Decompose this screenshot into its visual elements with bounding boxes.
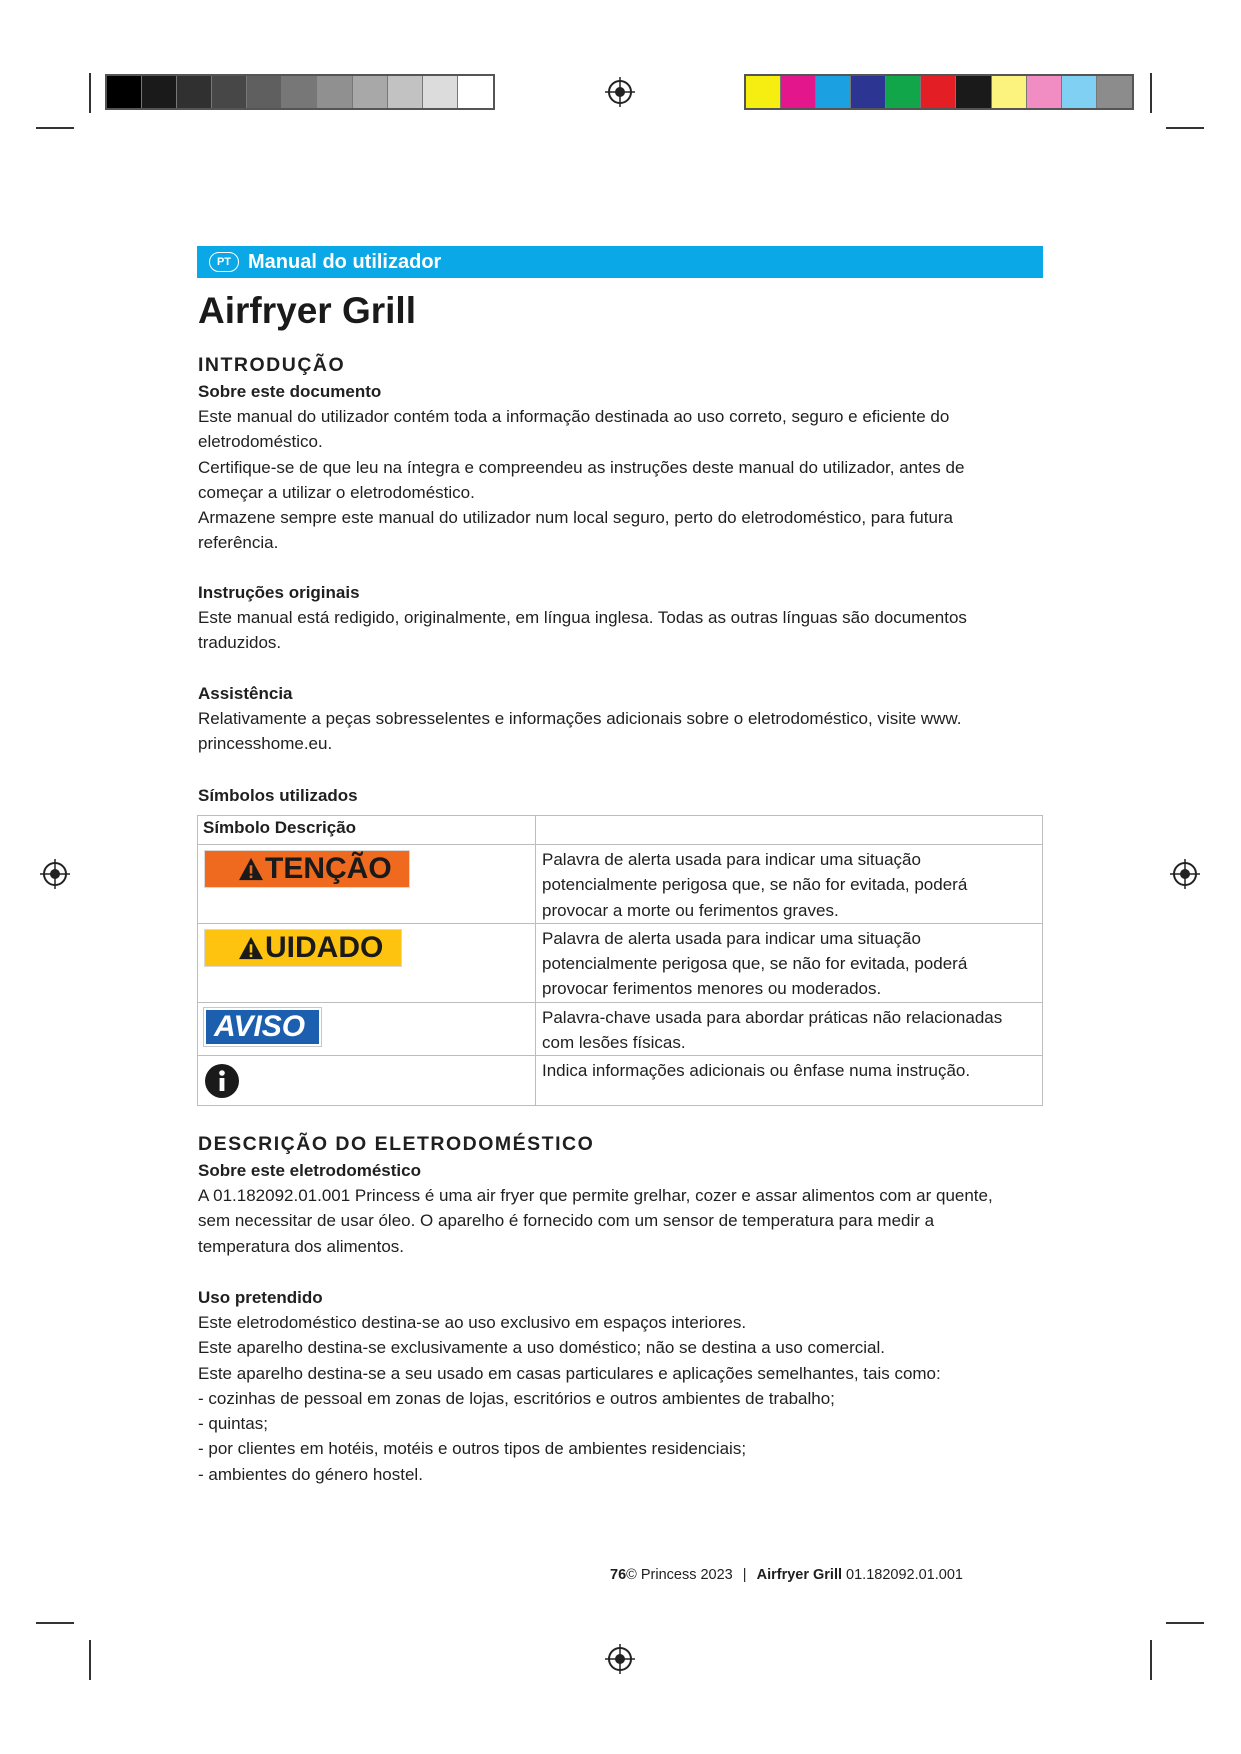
subheading-intended-use: Uso pretendido [198, 1288, 323, 1307]
subheading-assistance: Assistência [198, 684, 293, 703]
info-icon [204, 1063, 240, 1099]
signal-word-text: AVISO [214, 1009, 306, 1043]
subheading-symbols-used: Símbolos utilizados [198, 786, 358, 805]
paragraph-line: temperatura dos alimentos. [198, 1236, 404, 1256]
crop-mark [36, 1622, 74, 1624]
crosshair-registration-icon [605, 77, 635, 107]
section-heading-appliance-description: DESCRIÇÃO DO ELETRODOMÉSTICO [198, 1133, 595, 1155]
description-line: provocar ferimentos menores ou moderados. [542, 979, 882, 999]
copyright: © Princess 2023 [626, 1567, 733, 1583]
description-line: potencialmente perigosa que, se não for evitada, poderá [542, 875, 968, 895]
paragraph-line: Este aparelho destina-se a seu usado em casas particulares e aplicações semelhantes, tais como: [198, 1363, 941, 1383]
manual-header-title: Manual do utilizador [248, 250, 442, 273]
page-footer [610, 1567, 963, 1583]
color-swatch [1027, 76, 1062, 108]
paragraph-line: sem necessitar de usar óleo. O aparelho é fornecido com um sensor de temperatura para medir a [198, 1211, 935, 1231]
description-line: Palavra de alerta usada para indicar uma situação [542, 850, 921, 869]
symbol-cell [198, 1056, 536, 1106]
table-header-cell-empty [536, 816, 1043, 845]
description-line: Palavra de alerta usada para indicar uma situação [542, 928, 921, 948]
color-swatch [1097, 76, 1132, 108]
warning-triangle-icon [237, 936, 265, 960]
table-row [198, 845, 1043, 924]
table-row [198, 1002, 1043, 1056]
color-swatch [921, 76, 956, 108]
crosshair-registration-icon [605, 1644, 635, 1674]
appliance-description-section [198, 1130, 1038, 1259]
signal-word-text: TENÇÃO [265, 852, 392, 885]
table-header-cell: Símbolo Descrição [198, 816, 536, 845]
crop-mark [36, 127, 74, 129]
list-item: - quintas; [198, 1414, 268, 1434]
paragraph-line: Este manual está redigido, originalmente, em língua inglesa. Todas as outras línguas são documentos [198, 608, 967, 627]
paragraph-line: Relativamente a peças sobresselentes e informações adicionais sobre o eletrodoméstico, visite www. [198, 709, 962, 728]
color-swatch [388, 76, 423, 108]
list-item: - por clientes em hotéis, motéis e outros tipos de ambientes residenciais; [198, 1439, 747, 1459]
subheading-about-document: Sobre este documento [198, 382, 382, 401]
crop-mark [89, 73, 91, 113]
crosshair-registration-icon [40, 859, 70, 889]
description-cell [536, 1002, 1043, 1056]
description-line: com lesões físicas. [542, 1033, 686, 1053]
color-swatch [177, 76, 212, 108]
paragraph-line: traduzidos. [198, 633, 282, 653]
paragraph-line: Este eletrodoméstico destina-se ao uso exclusivo em espaços interiores. [198, 1313, 747, 1332]
assistance-section [198, 681, 1038, 757]
color-swatch [142, 76, 177, 108]
color-swatch [851, 76, 886, 108]
caution-signal-word [204, 929, 402, 967]
symbols-heading-wrap [198, 783, 1038, 808]
notice-signal-word [204, 1008, 321, 1046]
description-line: potencialmente perigosa que, se não for evitada, poderá [542, 954, 968, 974]
subheading-about-appliance: Sobre este eletrodoméstico [198, 1161, 421, 1180]
document-title: Airfryer Grill [198, 290, 416, 331]
color-swatch [956, 76, 991, 108]
color-swatch [212, 76, 247, 108]
color-swatch [816, 76, 851, 108]
intended-use-section [198, 1285, 1038, 1487]
paragraph-line: princesshome.eu. [198, 734, 333, 754]
paragraph-line: A 01.182092.01.001 Princess é uma air fryer que permite grelhar, cozer e assar alimentos com ar quente, [198, 1186, 993, 1205]
grayscale-color-bar [105, 74, 495, 110]
description-line: Palavra-chave usada para abordar práticas não relacionadas [542, 1007, 1003, 1027]
color-swatch [886, 76, 921, 108]
crosshair-registration-icon [1170, 859, 1200, 889]
crop-mark [1150, 1640, 1152, 1680]
table-row [198, 923, 1043, 1002]
color-swatch [423, 76, 458, 108]
subheading-original-instructions: Instruções originais [198, 583, 360, 602]
color-swatch [458, 76, 493, 108]
manual-header-band [197, 246, 1043, 278]
paragraph-line: começar a utilizar o eletrodoméstico. [198, 482, 475, 502]
symbols-table [197, 815, 1043, 1106]
color-swatch [781, 76, 816, 108]
danger-signal-word [204, 850, 410, 888]
color-swatch [282, 76, 317, 108]
color-swatch [353, 76, 388, 108]
original-instructions-section [198, 580, 1038, 656]
crop-mark [89, 1640, 91, 1680]
symbol-cell [198, 1002, 536, 1056]
color-swatch [992, 76, 1027, 108]
intro-section [198, 351, 1038, 556]
color-swatch [107, 76, 142, 108]
description-cell [536, 845, 1043, 924]
paragraph-line: Este aparelho destina-se exclusivamente a uso doméstico; não se destina a uso comercial. [198, 1338, 885, 1358]
description-line: provocar a morte ou ferimentos graves. [542, 900, 839, 920]
list-item: - ambientes do género hostel. [198, 1464, 423, 1484]
symbol-cell [198, 923, 536, 1002]
language-badge: PT [209, 252, 239, 272]
description-line: Indica informações adicionais ou ênfase numa instrução. [542, 1061, 971, 1081]
color-swatch [746, 76, 781, 108]
paragraph-line: Certifique-se de que leu na íntegra e compreendeu as instruções deste manual do utilizador, antes de [198, 457, 965, 477]
color-swatch [317, 76, 352, 108]
description-cell [536, 923, 1043, 1002]
signal-word-text: UIDADO [265, 930, 384, 964]
color-swatch [1062, 76, 1097, 108]
footer-product: Airfryer Grill [756, 1567, 843, 1583]
crop-mark [1166, 127, 1204, 129]
paragraph-line: Este manual do utilizador contém toda a informação destinada ao uso correto, seguro e eficiente do [198, 407, 950, 426]
process-color-bar [744, 74, 1134, 110]
crop-mark [1166, 1622, 1204, 1624]
paragraph-line: Armazene sempre este manual do utilizador num local seguro, perto do eletrodoméstico, para futura [198, 508, 954, 528]
crop-mark [1150, 73, 1152, 113]
description-cell [536, 1056, 1043, 1106]
section-heading-introduction: INTRODUÇÃO [198, 354, 346, 376]
paragraph-line: referência. [198, 533, 279, 553]
list-item: - cozinhas de pessoal em zonas de lojas, escritórios e outros ambientes de trabalho; [198, 1388, 835, 1408]
symbol-cell [198, 845, 536, 924]
footer-separator: | [742, 1567, 747, 1583]
warning-triangle-icon [237, 857, 265, 881]
paragraph-line: eletrodoméstico. [198, 432, 323, 452]
color-swatch [247, 76, 282, 108]
table-header-row [198, 816, 1043, 845]
page-number: 76 [610, 1567, 627, 1583]
footer-code: 01.182092.01.001 [846, 1567, 963, 1583]
table-row [198, 1056, 1043, 1106]
